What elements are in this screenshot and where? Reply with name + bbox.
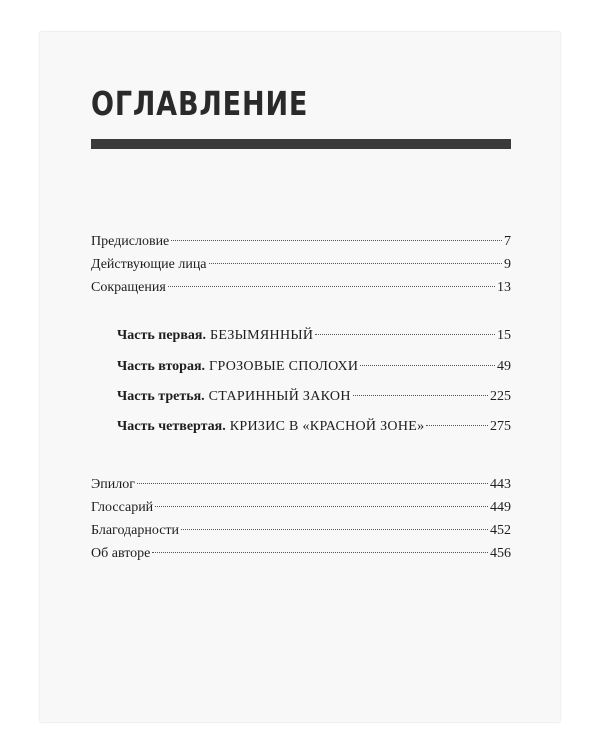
toc-entry-characters — [91, 254, 511, 276]
dot-leader — [171, 240, 502, 241]
toc-entry-part-1 — [117, 325, 511, 347]
toc-entry-page: 443 — [490, 477, 511, 492]
part-title: КРИЗИС В «КРАСНОЙ ЗОНЕ» — [229, 419, 425, 434]
part-prefix: Часть первая. — [117, 328, 206, 343]
dot-leader — [152, 552, 488, 553]
dot-leader — [155, 506, 488, 507]
toc-entry-label: Об авторе — [91, 546, 151, 561]
toc-entry-acknowledgements — [91, 520, 511, 542]
dot-leader — [137, 483, 488, 484]
part-title: ГРОЗОВЫЕ СПОЛОХИ — [209, 359, 359, 374]
toc-entry-label: Предисловие — [91, 234, 170, 249]
toc-entry-page: 49 — [497, 359, 511, 374]
dot-leader — [426, 425, 488, 426]
dot-leader — [360, 365, 495, 366]
toc-entry-glossary — [91, 497, 511, 519]
part-title: СТАРИННЫЙ ЗАКОН — [208, 389, 351, 404]
part-prefix: Часть третья. — [117, 389, 205, 404]
toc-entry-part-3 — [117, 386, 511, 408]
part-prefix: Часть вторая. — [117, 359, 206, 374]
page-title: ОГЛАВЛЕНИЕ — [91, 84, 309, 123]
toc-entry-page: 225 — [490, 389, 511, 404]
dot-leader — [181, 529, 488, 530]
toc-entry-page: 13 — [497, 280, 511, 295]
toc-entry-about-author — [91, 543, 511, 565]
toc-entry-page: 9 — [504, 257, 511, 272]
toc-entry-label: Эпилог — [91, 477, 135, 492]
dot-leader — [209, 263, 502, 264]
toc-entry-label: Глоссарий — [91, 500, 154, 515]
dot-leader — [168, 286, 495, 287]
part-title: БЕЗЫМЯННЫЙ — [209, 328, 314, 343]
dot-leader — [315, 334, 495, 335]
toc-entry-part-2 — [117, 356, 511, 378]
toc-entry-label: Действующие лица — [91, 257, 207, 272]
dot-leader — [353, 395, 488, 396]
toc-entry-page: 275 — [490, 419, 511, 434]
toc-entry-page: 15 — [497, 328, 511, 343]
toc-entry-label: Сокращения — [91, 280, 166, 295]
toc-entry-preface — [91, 231, 511, 253]
toc-entry-epilogue — [91, 474, 511, 496]
toc-entry-page: 456 — [490, 546, 511, 561]
toc-entry-page: 7 — [504, 234, 511, 249]
toc-entry-page: 449 — [490, 500, 511, 515]
toc-entry-label: Благодарности — [91, 523, 180, 538]
toc-entry-part-4 — [117, 416, 511, 438]
toc-entry-page: 452 — [490, 523, 511, 538]
part-prefix: Часть четвертая. — [117, 419, 226, 434]
toc-entry-abbreviations — [91, 277, 511, 299]
